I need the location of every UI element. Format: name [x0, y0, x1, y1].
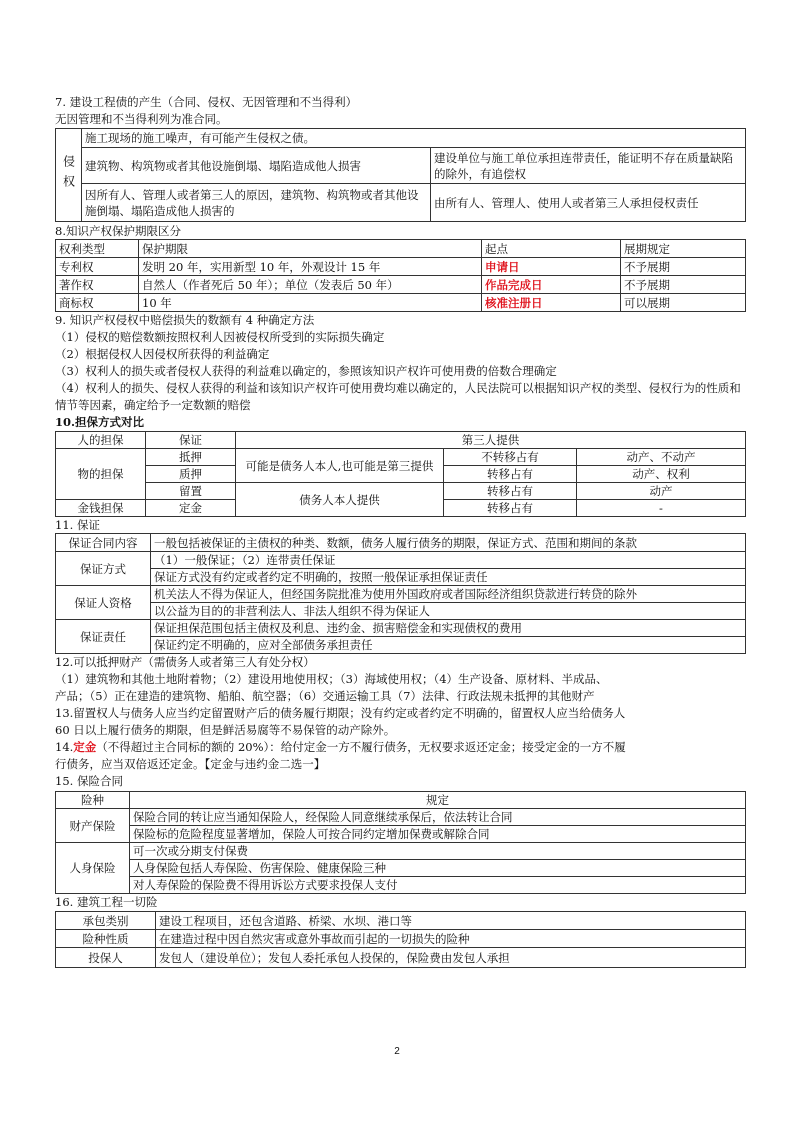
section-13-line: 60 日以上履行债务的期限，但是鲜活易腐等不易保管的动产除外。 [55, 723, 396, 737]
section-8-title: 8.知识产权保护期限区分 [55, 224, 181, 238]
guaranty-key: 保证责任 [56, 620, 151, 654]
zhiya-label: 质押 [146, 466, 236, 483]
guaranty-value: 机关法人不得为保证人，但经国务院批准为使用外国政府或者国际经济组织贷款进行转贷的除外 [151, 586, 746, 603]
dingjin-transfer: 转移占有 [444, 500, 577, 517]
ip-cell-start: 核准注册日 [482, 294, 621, 312]
zhiya-transfer: 转移占有 [444, 466, 577, 483]
ip-cell: 发明 20 年，实用新型 10 年，外观设计 15 年 [139, 258, 482, 276]
guarantee-table [55, 431, 746, 517]
liuzhi-transfer: 转移占有 [444, 483, 577, 500]
guaranty-key: 保证方式 [56, 552, 151, 586]
section-15-title: 15. 保险合同 [55, 774, 123, 788]
guaranty-value: 保证担保范围包括主债权及利息、违约金、损害赔偿金和实现债权的费用 [151, 620, 746, 637]
section-7-title: 7. 建设工程债的产生（合同、侵权、无因管理和不当得利） [55, 95, 358, 109]
section-9-item: （3）权利人的损失或者侵权人获得的利益难以确定的，参照该知识产权许可使用费的倍数合理确定 [55, 364, 557, 378]
guaranty-value: 保证方式没有约定或者约定不明确的，按照一般保证承担保证责任 [151, 569, 746, 586]
person-guarantee-label: 人的担保 [56, 432, 146, 449]
ip-table [55, 239, 746, 312]
guaranty-value: 一般包括被保证的主债权的种类、数额，债务人履行债务的期限，保证方式、范围和期间的条款 [151, 534, 746, 552]
section-10-title: 10.担保方式对比 [55, 415, 145, 429]
section-16-title: 16. 建筑工程一切险 [55, 895, 158, 909]
section-9-title: 9. 知识产权侵权中赔偿损失的数额有 4 种确定方法 [55, 313, 315, 327]
insurance-rule: 对人寿保险的保险费不得用诉讼方式要求投保人支付 [130, 877, 746, 894]
insurance-rule: 人身保险包括人寿保险、伤害保险、健康保险三种 [130, 860, 746, 877]
third-party-provided: 第三人提供 [236, 432, 746, 449]
section-12-title: 12.可以抵押财产（需债务人或者第三人有处分权） [55, 655, 315, 669]
guaranty-value: 以公益为目的的非营利法人、非法人组织不得为保证人 [151, 603, 746, 620]
diya-label: 抵押 [146, 449, 236, 466]
ip-cell: 10 年 [139, 294, 482, 312]
dingjin-object: - [577, 500, 746, 517]
all-risks-value: 建设工程项目，还包含道路、桥梁、水坝、港口等 [156, 912, 746, 930]
ip-header-type: 权利类型 [56, 240, 139, 258]
section-11-title: 11. 保证 [55, 518, 100, 532]
section-12-line: 产品；（5）正在建造的建筑物、船舶、航空器；（6）交通运输工具（7）法律、行政法规未抵押的其他财产 [55, 689, 595, 703]
diya-transfer: 不转移占有 [444, 449, 577, 466]
ip-header-period: 保护期限 [139, 240, 482, 258]
section-14-num: 14. [55, 740, 74, 754]
ip-header-start: 起点 [482, 240, 621, 258]
section-13-line: 13.留置权人与债务人应当约定留置财产后的债务履行期限；没有约定或者约定不明确的，留置权人应当给债务人 [55, 706, 626, 720]
tort-row-2-liability: 建设单位与施工单位承担连带责任，能证明不存在质量缺陷的除外，有追偿权 [431, 148, 746, 184]
section-12-line: （1）建筑物和其他土地附着物；（2）建设用地使用权；（3）海域使用权；（4）生产设备、原材料、半成品、 [55, 672, 608, 686]
section-9-item: （1）侵权的赔偿数额按照权利人因被侵权所受到的实际损失确定 [55, 330, 385, 344]
section-14-key: 定金 [73, 740, 97, 754]
section-14-text: （不得超过主合同标的额的 20%）：给付定金一方不履行债务，无权要求返还定金；接受定金的一方不履 [96, 740, 626, 754]
guaranty-key: 保证合同内容 [56, 534, 151, 552]
tort-row-3-liability: 由所有人、管理人、使用人或者第三人承担侵权责任 [431, 184, 746, 222]
ip-cell-start: 作品完成日 [482, 276, 621, 294]
page-number: 2 [394, 1046, 400, 1057]
baozheng-label: 保证 [146, 432, 236, 449]
insurance-type: 财产保险 [56, 809, 130, 843]
maybe-debtor-or-third: 可能是债务人本人,也可能是第三提供 [236, 449, 444, 483]
section-14-line: 行债务，应当双倍返还定金。【定金与违约金二选一】 [55, 757, 326, 771]
insurance-header-rule: 规定 [130, 792, 746, 809]
dingjin-label: 定金 [146, 500, 236, 517]
section-14-line [55, 739, 745, 756]
ip-cell: 商标权 [56, 294, 139, 312]
liuzhi-label: 留置 [146, 483, 236, 500]
insurance-table [55, 791, 746, 894]
tort-row-1: 施工现场的施工噪声，有可能产生侵权之债。 [82, 129, 746, 148]
guaranty-table [55, 533, 746, 654]
ip-header-extension: 展期规定 [621, 240, 746, 258]
insurance-type: 人身保险 [56, 843, 130, 894]
diya-object: 动产、不动产 [577, 449, 746, 466]
ip-cell: 自然人（作者死后 50 年）；单位（发表后 50 年） [139, 276, 482, 294]
ip-cell: 可以展期 [621, 294, 746, 312]
insurance-rule: 保险合同的转让应当通知保险人，经保险人同意继续承保后，依法转让合同 [130, 809, 746, 826]
tort-table [55, 128, 746, 222]
all-risks-key: 承包类别 [56, 912, 156, 930]
insurance-header-type: 险种 [56, 792, 130, 809]
property-guarantee-label: 物的担保 [56, 449, 146, 500]
ip-cell: 不予展期 [621, 258, 746, 276]
tort-row-3-case: 因所有人、管理人或者第三人的原因，建筑物、构筑物或者其他设施倒塌、塌陷造成他人损害的 [82, 184, 431, 222]
all-risks-value: 在建造过程中因自然灾害或意外事故而引起的一切损失的险种 [156, 930, 746, 948]
guaranty-value: 保证约定不明确的，应对全部债务承担责任 [151, 637, 746, 654]
debtor-self-provided: 债务人本人提供 [236, 483, 444, 517]
section-9-item: （2）根据侵权人因侵权所获得的利益确定 [55, 347, 270, 361]
all-risks-key: 险种性质 [56, 930, 156, 948]
insurance-rule: 保险标的危险程度显著增加，保险人可按合同约定增加保费或解除合同 [130, 826, 746, 843]
money-guarantee-label: 金钱担保 [56, 500, 146, 517]
guaranty-key: 保证人资格 [56, 586, 151, 620]
insurance-rule: 可一次或分期支付保费 [130, 843, 746, 860]
ip-cell: 著作权 [56, 276, 139, 294]
all-risks-key: 投保人 [56, 948, 156, 968]
ip-cell: 专利权 [56, 258, 139, 276]
section-9-item: （4）权利人的损失、侵权人获得的利益和该知识产权许可使用费均难以确定的，人民法院可以根据知识产权的类型、侵权行为的性质和情节等因素，确定给予一定数额的赔偿 [55, 381, 741, 412]
ip-cell-start: 申请日 [482, 258, 621, 276]
tort-row-2-case: 建筑物、构筑物或者其他设施倒塌、塌陷造成他人损害 [82, 148, 431, 184]
all-risks-value: 发包人（建设单位）；发包人委托承包人投保的，保险费由发包人承担 [156, 948, 746, 968]
section-7-note: 无因管理和不当得利列为准合同。 [55, 112, 228, 126]
guaranty-value: （1）一般保证；（2）连带责任保证 [151, 552, 746, 569]
document-page [55, 94, 745, 968]
liuzhi-object: 动产 [577, 483, 746, 500]
zhiya-object: 动产、权利 [577, 466, 746, 483]
ip-cell: 不予展期 [621, 276, 746, 294]
tort-side-label: 侵权 [56, 129, 82, 222]
all-risks-table [55, 911, 746, 968]
